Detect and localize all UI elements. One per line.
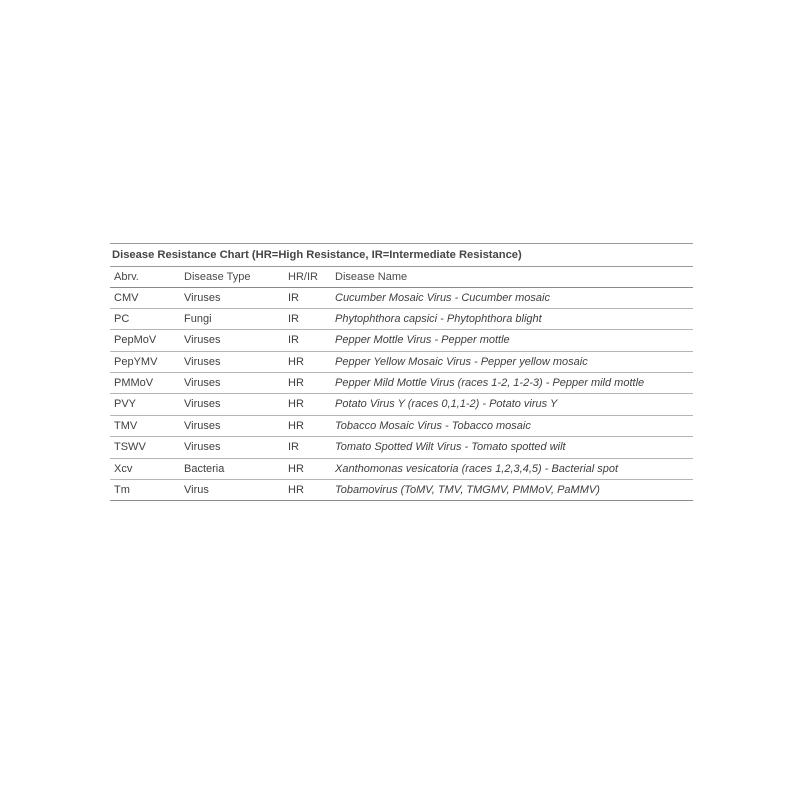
table-row <box>110 373 693 394</box>
cell-disease-name: Pepper Mottle Virus - Pepper mottle <box>335 334 510 347</box>
table-row <box>110 288 693 309</box>
cell-disease-type: Viruses <box>184 377 221 390</box>
cell-disease-type: Viruses <box>184 441 221 454</box>
cell-abrv: CMV <box>114 291 139 304</box>
table-row <box>110 437 693 458</box>
column-header-abrv: Abrv. <box>114 271 139 283</box>
cell-disease-name: Potato Virus Y (races 0,1,1-2) - Potato virus Y <box>335 398 558 411</box>
cell-disease-type: Viruses <box>184 291 221 304</box>
cell-disease-type: Viruses <box>184 355 221 368</box>
cell-disease-type: Fungi <box>184 312 212 325</box>
cell-hr-ir: HR <box>288 419 304 432</box>
column-header-disease-name: Disease Name <box>335 271 408 283</box>
cell-hr-ir: HR <box>288 398 304 411</box>
cell-hr-ir: IR <box>288 291 299 304</box>
cell-disease-name: Xanthomonas vesicatoria (races 1,2,3,4,5) - Bacterial spot <box>335 462 619 475</box>
cell-disease-name: Pepper Mild Mottle Virus (races 1-2, 1-2-3) - Pepper mild mottle <box>335 377 645 390</box>
cell-hr-ir: HR <box>288 377 304 390</box>
cell-disease-name: Tomato Spotted Wilt Virus - Tomato spotted wilt <box>335 441 566 454</box>
cell-disease-name: Tobamovirus (ToMV, TMV, TMGMV, PMMoV, PaMMV) <box>335 484 600 497</box>
cell-abrv: Xcv <box>114 462 133 475</box>
table-header-row <box>110 267 693 288</box>
cell-abrv: TMV <box>114 419 138 432</box>
cell-hr-ir: HR <box>288 484 304 497</box>
cell-abrv: PC <box>114 312 130 325</box>
column-header-disease-type: Disease Type <box>184 271 251 283</box>
table-row <box>110 416 693 437</box>
table-row <box>110 394 693 415</box>
cell-hr-ir: HR <box>288 355 304 368</box>
cell-disease-type: Viruses <box>184 334 221 347</box>
cell-hr-ir: IR <box>288 312 299 325</box>
cell-hr-ir: IR <box>288 334 299 347</box>
table-row <box>110 309 693 330</box>
cell-disease-type: Virus <box>184 484 209 497</box>
disease-resistance-table <box>110 243 693 501</box>
table-row <box>110 352 693 373</box>
cell-disease-type: Viruses <box>184 398 221 411</box>
cell-disease-type: Viruses <box>184 419 221 432</box>
cell-hr-ir: IR <box>288 441 299 454</box>
cell-disease-name: Tobacco Mosaic Virus - Tobacco mosaic <box>335 419 531 432</box>
cell-disease-name: Pepper Yellow Mosaic Virus - Pepper yellow mosaic <box>335 355 588 368</box>
cell-abrv: TSWV <box>114 441 146 454</box>
cell-abrv: PepYMV <box>114 355 158 368</box>
cell-abrv: PMMoV <box>114 377 154 390</box>
table-row <box>110 330 693 351</box>
column-header-hr-ir: HR/IR <box>288 271 318 283</box>
cell-disease-type: Bacteria <box>184 462 225 475</box>
cell-hr-ir: HR <box>288 462 304 475</box>
cell-disease-name: Phytophthora capsici - Phytophthora blight <box>335 312 542 325</box>
table-row <box>110 459 693 480</box>
table-row <box>110 480 693 501</box>
cell-disease-name: Cucumber Mosaic Virus - Cucumber mosaic <box>335 291 550 304</box>
cell-abrv: PVY <box>114 398 137 411</box>
table-title: Disease Resistance Chart (HR=High Resistance, IR=Intermediate Resistance) <box>110 243 693 267</box>
cell-abrv: Tm <box>114 484 130 497</box>
cell-abrv: PepMoV <box>114 334 157 347</box>
